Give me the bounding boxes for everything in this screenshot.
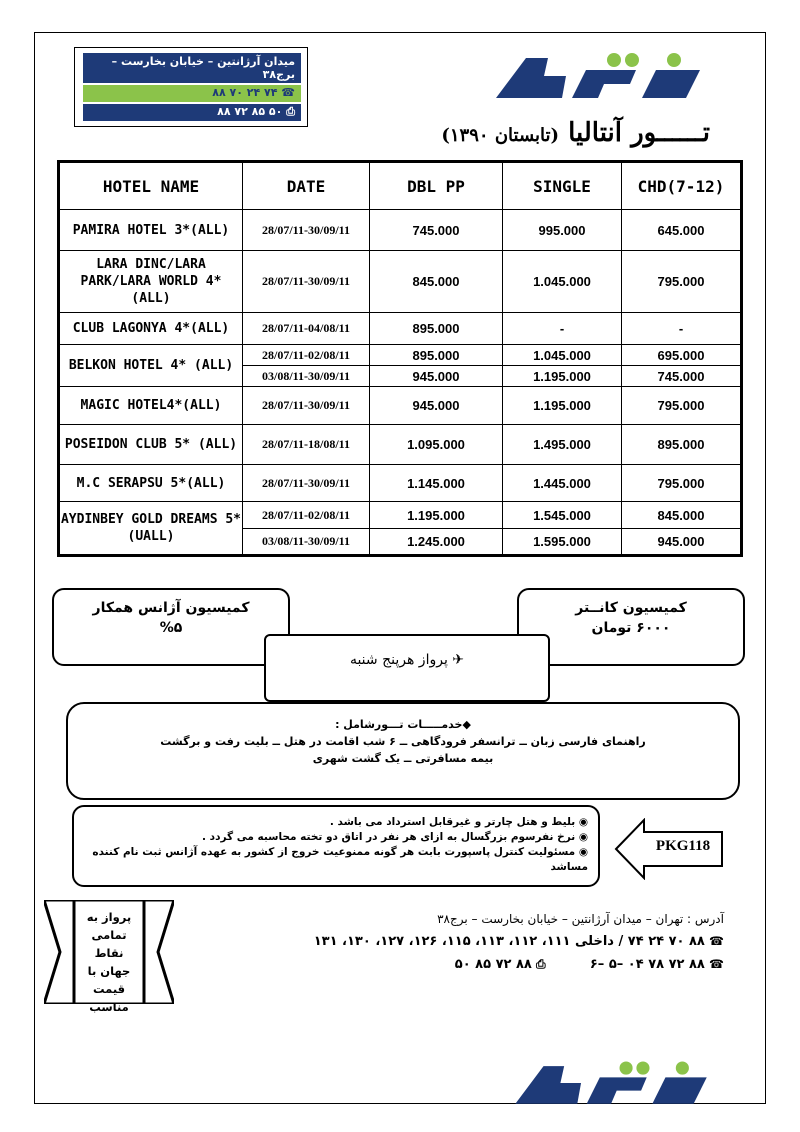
chd-cell: 795.000: [622, 251, 742, 313]
agency-commission-value: %۵: [159, 620, 183, 636]
chd-cell: 645.000: [622, 210, 742, 251]
services-line-2: بیمه مسافرتی ــ یک گشت شهری: [312, 752, 494, 765]
col-chd: CHD(7-12): [622, 162, 742, 210]
note-item: [84, 845, 588, 875]
header-phone: ۸۸ ۷۰ ۲۴ ۷۴: [212, 86, 278, 99]
date-cell: 28/07/11-02/08/11: [243, 345, 370, 366]
rates-table: [57, 160, 743, 557]
col-hotel-name: HOTEL NAME: [59, 162, 243, 210]
counter-commission-title: کمیسیون کانــتر: [575, 600, 687, 616]
table-row: [59, 502, 742, 529]
hotel-cell: PAMIRA HOTEL 3*(ALL): [59, 210, 243, 251]
table-row: [59, 387, 742, 425]
dbl-cell: 895.000: [370, 313, 503, 345]
phone-icon: ☎: [704, 934, 724, 948]
dbl-cell: 945.000: [370, 387, 503, 425]
notes-box: [72, 805, 600, 887]
hotel-cell: BELKON HOTEL 4* (ALL): [59, 345, 243, 387]
title-main: تــــــور آنتالیا: [568, 118, 710, 148]
package-code-arrow: [614, 818, 726, 884]
counter-commission-value: ۶۰۰۰ تومان: [591, 620, 671, 636]
flight-line: [266, 652, 548, 668]
chd-cell: 745.000: [622, 366, 742, 387]
note-item: [84, 815, 588, 830]
date-cell: 28/07/11-30/09/11: [243, 251, 370, 313]
promo-ribbon: [44, 900, 174, 1014]
flight-box: [264, 634, 550, 702]
table-row: [59, 251, 742, 313]
table-row: [59, 465, 742, 502]
single-cell: 1.595.000: [503, 529, 622, 556]
dbl-cell: 895.000: [370, 345, 503, 366]
col-single: SINGLE: [503, 162, 622, 210]
header-address-box: [74, 47, 308, 127]
dbl-cell: 845.000: [370, 251, 503, 313]
chd-cell: 695.000: [622, 345, 742, 366]
date-cell: 03/08/11-30/09/11: [243, 366, 370, 387]
fax-icon: ⎙: [286, 105, 295, 118]
table-row: [59, 313, 742, 345]
hotel-cell: CLUB LAGONYA 4*(ALL): [59, 313, 243, 345]
package-code: PKG118: [655, 838, 711, 854]
logo-graphic: [486, 48, 712, 106]
note-text: بلیط و هتل چارتر و غیرقابل استرداد می باشد .: [329, 816, 576, 828]
note-text: مسئولیت کنترل پاسپورت بابت هر گونه ممنوعیت خروج از کشور به عهده آژانس ثبت نام کننده مساشد: [92, 846, 588, 873]
counter-commission-box: [517, 588, 745, 666]
note-text: نرخ نفرسوم بزرگسال به ازای هر نفر در اتاق دو تخته محاسبه می گردد .: [202, 831, 576, 843]
services-title-text: خدمـــــات تـــورشامل :: [335, 718, 463, 731]
col-date: DATE: [243, 162, 370, 210]
contact-phones2-row: [314, 953, 724, 976]
phone-icon: ☎: [704, 957, 724, 971]
single-cell: 1.045.000: [503, 345, 622, 366]
brand-logo: [486, 48, 712, 106]
single-cell: 1.545.000: [503, 502, 622, 529]
contact-phones: ۸۸ ۷۰ ۲۴ ۷۴ / داخلی ۱۱۱، ۱۱۲، ۱۱۳، ۱۱۵، ۱۲۶، ۱۲۷، ۱۳۰، ۱۳۱: [313, 934, 705, 949]
chd-cell: 895.000: [622, 425, 742, 465]
table-row: [59, 345, 742, 366]
date-cell: 28/07/11-02/08/11: [243, 502, 370, 529]
date-cell: 28/07/11-30/09/11: [243, 387, 370, 425]
chd-cell: 795.000: [622, 465, 742, 502]
single-cell: -: [503, 313, 622, 345]
contact-fax: ۸۸ ۷۲ ۸۵ ۵۰: [454, 957, 532, 972]
fax-icon: ⎙: [536, 957, 546, 971]
single-cell: 1.495.000: [503, 425, 622, 465]
dbl-cell: 945.000: [370, 366, 503, 387]
table-row: [59, 425, 742, 465]
globe-icon: ◉: [578, 846, 588, 858]
hotel-cell: MAGIC HOTEL4*(ALL): [59, 387, 243, 425]
hotel-cell: M.C SERAPSU 5*(ALL): [59, 465, 243, 502]
contact-phones-row: [314, 930, 724, 953]
single-cell: 995.000: [503, 210, 622, 251]
globe-icon: ◉: [578, 816, 588, 828]
hotel-cell: AYDINBEY GOLD DREAMS 5*(UALL): [59, 502, 243, 556]
chd-cell: 945.000: [622, 529, 742, 556]
header-fax-row: [83, 104, 301, 121]
date-cell: 28/07/11-30/09/11: [243, 465, 370, 502]
table-row: [59, 210, 742, 251]
date-cell: 03/08/11-30/09/11: [243, 529, 370, 556]
brand-logo-footer: [506, 1056, 718, 1112]
hotel-cell: LARA DINC/LARA PARK/LARA WORLD 4* (ALL): [59, 251, 243, 313]
dbl-cell: 1.145.000: [370, 465, 503, 502]
flight-text: پرواز هرپنج شنبه: [349, 652, 448, 668]
airplane-icon: ✈: [452, 652, 465, 668]
single-cell: 1.195.000: [503, 366, 622, 387]
date-cell: 28/07/11-18/08/11: [243, 425, 370, 465]
services-title: [68, 716, 738, 733]
chd-cell: 845.000: [622, 502, 742, 529]
dbl-cell: 1.245.000: [370, 529, 503, 556]
note-item: [84, 830, 588, 845]
header-fax: ۸۸ ۷۲ ۸۵ ۵۰: [217, 105, 283, 118]
dbl-cell: 745.000: [370, 210, 503, 251]
services-box: [66, 702, 740, 800]
logo-graphic: [506, 1056, 718, 1112]
contact-phones2: ۸۸ ۷۲ ۷۸ ۰۴ –۵ –۶: [589, 957, 705, 972]
hotel-cell: POSEIDON CLUB 5* (ALL): [59, 425, 243, 465]
date-cell: 28/07/11-04/08/11: [243, 313, 370, 345]
table-header-row: [59, 162, 742, 210]
globe-icon: ◉: [578, 831, 588, 843]
contact-block: [314, 908, 724, 976]
contact-address: آدرس : تهران – میدان آرژانتین – خیابان بخارست – برج۳۸: [437, 912, 724, 926]
services-line-1: راهنمای فارسی زبان ــ ترانسفر فرودگاهی ــ ۶ شب اقامت در هتل ــ بلیت رفت و برگشت: [160, 735, 646, 748]
page-title: [441, 118, 710, 148]
bullet-icon: ◆: [462, 718, 471, 731]
single-cell: 1.445.000: [503, 465, 622, 502]
dbl-cell: 1.095.000: [370, 425, 503, 465]
agency-commission-title: کمیسیون آژانس همکار: [92, 600, 250, 616]
chd-cell: 795.000: [622, 387, 742, 425]
agency-commission-box: [52, 588, 290, 666]
single-cell: 1.195.000: [503, 387, 622, 425]
title-season: (تابستان ۱۳۹۰): [441, 125, 560, 146]
chd-cell: -: [622, 313, 742, 345]
ribbon-text: پرواز به تمامی نقاط جهان با قیمت مناسب: [86, 910, 132, 1014]
single-cell: 1.045.000: [503, 251, 622, 313]
date-cell: 28/07/11-30/09/11: [243, 210, 370, 251]
phone-icon: ☎: [281, 86, 295, 99]
header-phone-row: [83, 85, 301, 102]
dbl-cell: 1.195.000: [370, 502, 503, 529]
header-address: میدان آرژانتین – خیابان بخارست – برج۳۸: [83, 53, 301, 83]
col-dbl: DBL PP: [370, 162, 503, 210]
